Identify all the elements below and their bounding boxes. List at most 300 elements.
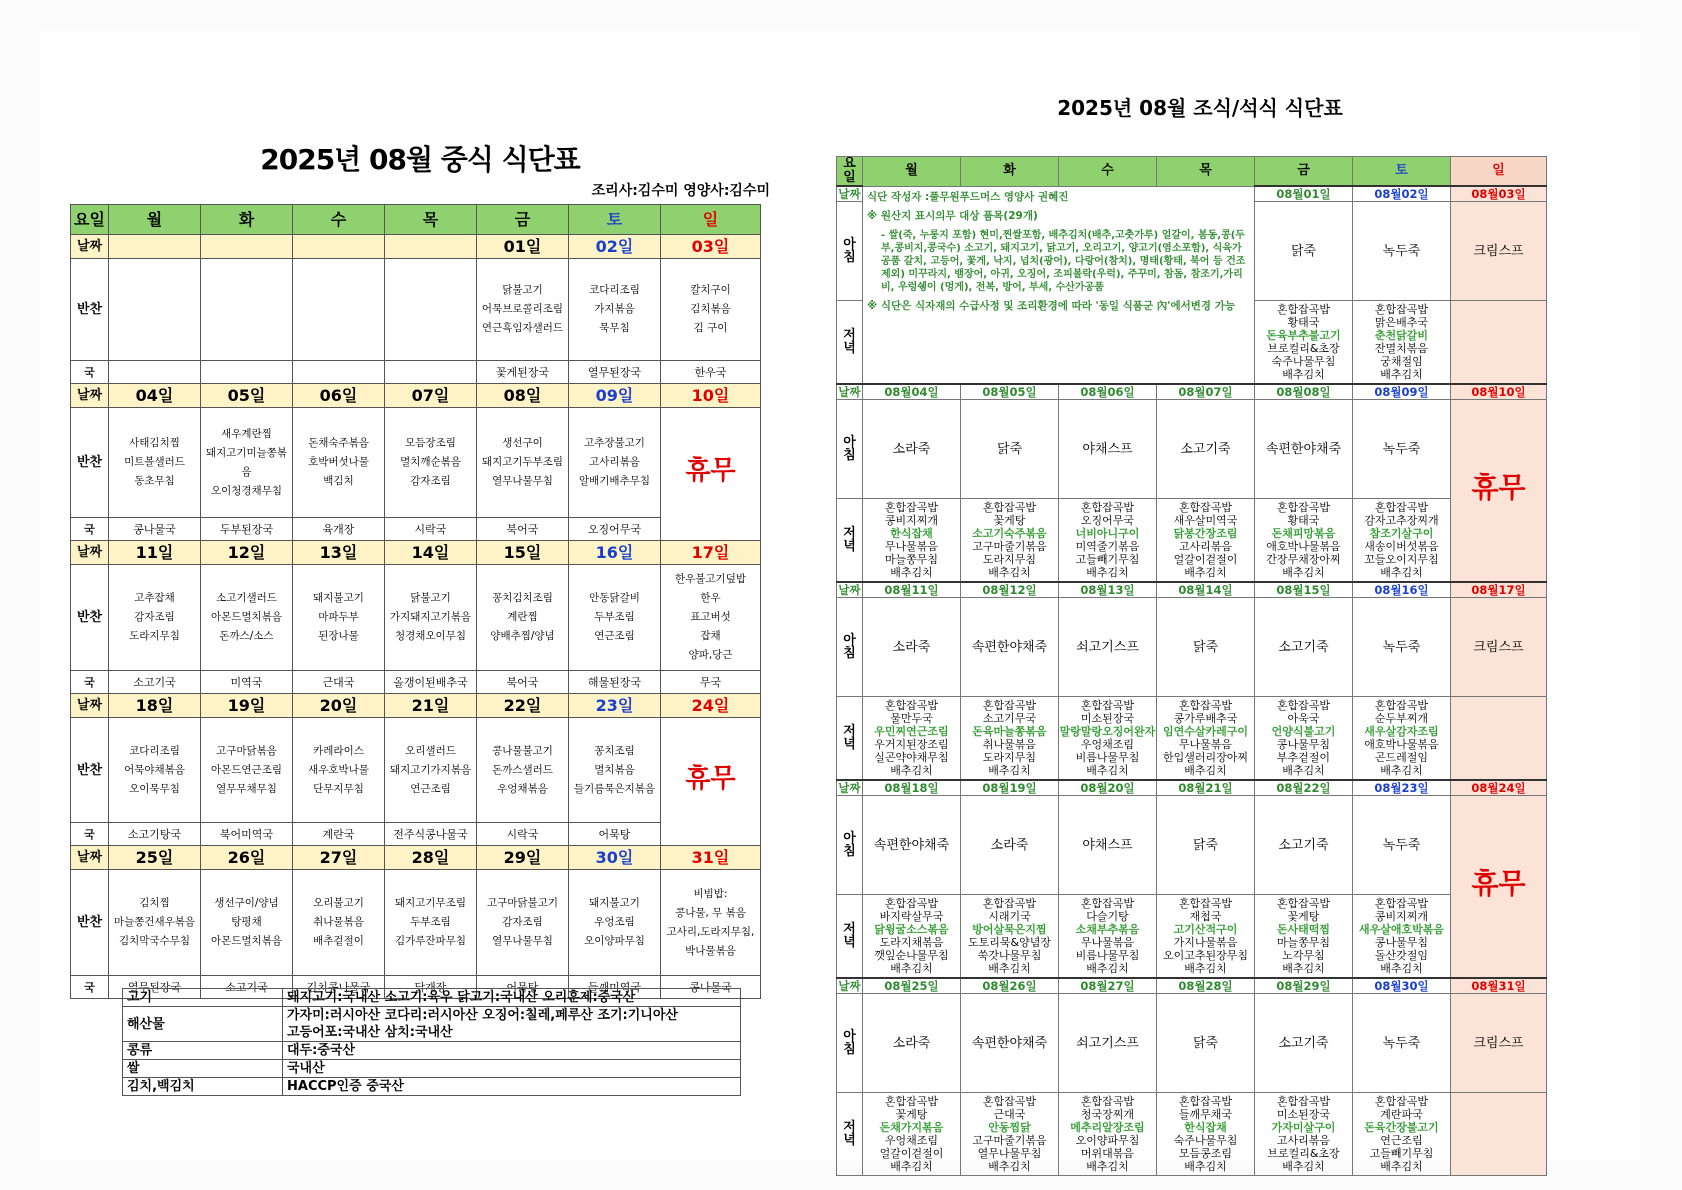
row-label-breakfast: 아침 bbox=[837, 400, 863, 499]
lunch-side-cell: 닭불고기 가지돼지고기볶음 청경채오이무침 bbox=[385, 565, 477, 671]
dinner-item: 배추김치 bbox=[1086, 1160, 1129, 1173]
row-label-side: 반찬 bbox=[71, 870, 109, 976]
dinner-main-dish: 말랑말랑오징어완자 bbox=[1059, 725, 1156, 738]
bd-dinner-row bbox=[837, 499, 1547, 583]
dinner-item: 고들빼기무침 bbox=[1075, 553, 1140, 566]
dinner-item: 계란파국 bbox=[1380, 1108, 1423, 1121]
dinner-item: 다슬기탕 bbox=[1086, 910, 1129, 923]
lunch-side-cell: 고구마닭볶음 아몬드연근조림 열무무채무침 bbox=[201, 718, 293, 823]
dinner-item: 얼갈이겉절이 bbox=[1173, 553, 1238, 566]
bd-date-cell: 08월21일 bbox=[1157, 780, 1255, 796]
dinner-item: 연근조림 bbox=[1380, 1134, 1423, 1147]
dinner-item: 콩비지찌개 bbox=[1374, 910, 1429, 923]
lunch-side-cell: 카레라이스 새우호박나물 단무지무침 bbox=[293, 718, 385, 823]
lunch-side-cell: 김치찜 마늘쫑건새우볶음 김치막국수무침 bbox=[109, 870, 201, 976]
lunch-soup-cell: 해물된장국 bbox=[569, 671, 661, 694]
row-label-dinner: 저녁 bbox=[837, 895, 863, 979]
dinner-main-dish: 춘천닭갈비 bbox=[1374, 329, 1429, 342]
dinner-item: 배추김치 bbox=[1282, 1160, 1325, 1173]
bd-dinner-cell bbox=[1255, 895, 1353, 979]
dinner-main-dish: 새우살애호박볶음 bbox=[1358, 923, 1444, 936]
dinner-main-dish: 한식잡채 bbox=[890, 527, 933, 540]
lunch-date-cell: 14일 bbox=[385, 541, 477, 565]
dinner-item: 미역줄기볶음 bbox=[1075, 540, 1140, 553]
bd-breakfast-cell: 소고기죽 bbox=[1157, 400, 1255, 499]
bd-breakfast-cell: 소라죽 bbox=[863, 994, 961, 1093]
origin-label: 고기 bbox=[123, 989, 283, 1007]
row-label-soup: 국 bbox=[71, 976, 109, 999]
row-label-date: 날짜 bbox=[71, 541, 109, 565]
lunch-soup-cell: 들깨미역국 bbox=[569, 976, 661, 999]
bd-breakfast-cell: 속편한야채죽 bbox=[863, 796, 961, 895]
dinner-item: 배추김치 bbox=[1380, 566, 1423, 579]
dinner-item: 배추김치 bbox=[1184, 764, 1227, 777]
bd-dinner-cell bbox=[1059, 1093, 1157, 1176]
lunch-header-cell: 수 bbox=[293, 205, 385, 235]
bd-breakfast-cell: 닭죽 bbox=[1157, 796, 1255, 895]
row-label-dinner: 저녁 bbox=[837, 301, 863, 385]
bd-breakfast-cell: 크림스프 bbox=[1451, 598, 1547, 697]
bd-breakfast-cell: 속편한야채죽 bbox=[1255, 400, 1353, 499]
lunch-soup-cell: 시락국 bbox=[385, 518, 477, 541]
lunch-side-cell: 돼지불고기 우엉조림 오이양파무침 bbox=[569, 870, 661, 976]
dinner-item: 감자고추장찌개 bbox=[1364, 514, 1439, 527]
lunch-side-cell bbox=[201, 259, 293, 361]
bd-date-cell: 08월05일 bbox=[961, 384, 1059, 400]
dinner-item: 꼬들오이지무침 bbox=[1364, 553, 1439, 566]
dinner-item: 혼합잡곡밥 bbox=[1374, 303, 1429, 316]
lunch-side-row bbox=[71, 718, 761, 823]
lunch-side-cell: 칼치구이 김치볶음 김 구이 bbox=[661, 259, 761, 361]
bd-dinner-cell bbox=[1157, 895, 1255, 979]
bd-date-row bbox=[837, 780, 1547, 796]
origin-value: 가자미:러시아산 코다리:러시아산 오징어:칠레,페루산 조기:기니아산 고등어포:국내산 삼치:국내산 bbox=[283, 1007, 741, 1042]
bd-breakfast-cell: 녹두죽 bbox=[1353, 400, 1451, 499]
bd-dinner-cell bbox=[1451, 697, 1547, 781]
dinner-item: 배추김치 bbox=[988, 764, 1031, 777]
bd-dinner-row bbox=[837, 1093, 1547, 1176]
dinner-item: 도라지채볶음 bbox=[879, 936, 944, 949]
lunch-staff: 조리사:김수미 영양사:김수미 bbox=[591, 183, 770, 199]
lunch-date-cell: 03일 bbox=[661, 235, 761, 259]
bd-dinner-cell bbox=[1059, 697, 1157, 781]
row-label-soup: 국 bbox=[71, 518, 109, 541]
lunch-side-row bbox=[71, 259, 761, 361]
sunday-rest-cell bbox=[1451, 400, 1547, 583]
lunch-side-cell: 고추장불고기 고사리볶음 알배기배추무침 bbox=[569, 408, 661, 518]
bd-breakfast-cell: 소고기죽 bbox=[1255, 796, 1353, 895]
dinner-item: 혼합잡곡밥 bbox=[1276, 303, 1331, 316]
lunch-side-cell: 안동닭갈비 두부조림 연근조림 bbox=[569, 565, 661, 671]
lunch-side-cell: 생선구이/양념 탕평채 아몬드멸치볶음 bbox=[201, 870, 293, 976]
lunch-date-cell: 04일 bbox=[109, 384, 201, 408]
dinner-item: 배추김치 bbox=[890, 1160, 933, 1173]
bd-header-row bbox=[837, 157, 1547, 187]
origin-value: 대두:중국산 bbox=[283, 1042, 741, 1060]
dinner-main-dish: 안동찜닭 bbox=[988, 1121, 1031, 1134]
dinner-item: 배추김치 bbox=[1282, 764, 1325, 777]
row-label-date: 날짜 bbox=[71, 694, 109, 718]
row-label-date: 날짜 bbox=[838, 187, 861, 201]
dinner-item: 브로컬리&초장 bbox=[1267, 342, 1340, 355]
dinner-main-dish: 메추리알장조림 bbox=[1070, 1121, 1145, 1134]
bd-breakfast-row bbox=[837, 994, 1547, 1093]
bd-dinner-cell bbox=[1255, 697, 1353, 781]
row-label-breakfast: 아침 bbox=[837, 796, 863, 895]
lunch-date-cell: 26일 bbox=[201, 846, 293, 870]
lunch-soup-cell: 전주식콩나물국 bbox=[385, 823, 477, 846]
dinner-main-dish: 임연수살카레구이 bbox=[1162, 725, 1248, 738]
origin-value: 돼지고기:국내산 소고기:육우 닭고기:국내산 오리훈제:중국산 bbox=[283, 989, 741, 1007]
bd-dinner-cell bbox=[1255, 499, 1353, 583]
notes-change: ※ 식단은 식자재의 수급사정 및 조리환경에 따라 '동일 식품군 內'에서변경 가능 bbox=[867, 299, 1235, 312]
dinner-item: 배추김치 bbox=[890, 566, 933, 579]
lunch-side-cell: 모듬장조림 멸치깨순볶음 감자조림 bbox=[385, 408, 477, 518]
lunch-side-cell: 콩나물불고기 돈까스샐러드 우엉채볶음 bbox=[477, 718, 569, 823]
dinner-item: 혼합잡곡밥 bbox=[1374, 897, 1429, 910]
bd-breakfast-cell: 쇠고기스프 bbox=[1059, 994, 1157, 1093]
dinner-item: 혼합잡곡밥 bbox=[884, 699, 939, 712]
bd-date-cell: 08월23일 bbox=[1353, 780, 1451, 796]
lunch-date-cell: 21일 bbox=[385, 694, 477, 718]
dinner-item: 배추김치 bbox=[988, 962, 1031, 975]
bd-date-row bbox=[837, 582, 1547, 598]
dinner-item: 소고기무국 bbox=[982, 712, 1037, 725]
row-label-date: 날짜 bbox=[71, 384, 109, 408]
dinner-main-dish: 언양식불고기 bbox=[1271, 725, 1336, 738]
lunch-date-cell: 11일 bbox=[109, 541, 201, 565]
dinner-item: 애호박나물볶음 bbox=[1266, 540, 1341, 553]
bd-header-cell: 토 bbox=[1353, 157, 1451, 187]
lunch-side-cell bbox=[385, 259, 477, 361]
dinner-item: 청국장찌개 bbox=[1080, 1108, 1135, 1121]
bd-breakfast-cell: 소고기죽 bbox=[1255, 598, 1353, 697]
bd-dinner-cell bbox=[961, 697, 1059, 781]
lunch-date-cell: 13일 bbox=[293, 541, 385, 565]
rest-label: 휴무 bbox=[1471, 867, 1526, 900]
dinner-main-dish: 돈육부추불고기 bbox=[1266, 329, 1341, 342]
dinner-item: 배추김치 bbox=[1380, 368, 1423, 381]
lunch-side-cell: 닭불고기 어묵브로콜리조림 연근흑임자샐러드 bbox=[477, 259, 569, 361]
bd-breakfast-cell: 녹두죽 bbox=[1353, 202, 1451, 301]
dinner-item: 혼합잡곡밥 bbox=[884, 501, 939, 514]
lunch-date-cell: 20일 bbox=[293, 694, 385, 718]
dinner-item: 혼합잡곡밥 bbox=[982, 1095, 1037, 1108]
bd-dinner-cell bbox=[863, 895, 961, 979]
lunch-date-cell: 08일 bbox=[477, 384, 569, 408]
dinner-item: 콩나물무침 bbox=[1374, 936, 1429, 949]
dinner-main-dish: 방어살묵은지찜 bbox=[972, 923, 1047, 936]
bd-breakfast-cell: 야채스프 bbox=[1059, 796, 1157, 895]
dinner-item: 간장무채장아찌 bbox=[1266, 553, 1341, 566]
dinner-item: 오이양파무침 bbox=[1075, 1134, 1140, 1147]
bd-dinner-cell bbox=[1353, 697, 1451, 781]
lunch-date-cell: 30일 bbox=[569, 846, 661, 870]
bd-date-cell: 08월24일 bbox=[1451, 780, 1547, 796]
lunch-soup-cell: 소고기탕국 bbox=[109, 823, 201, 846]
lunch-date-cell: 29일 bbox=[477, 846, 569, 870]
lunch-date-row bbox=[71, 541, 761, 565]
dinner-item: 배추김치 bbox=[1086, 764, 1129, 777]
dinner-item: 노각무침 bbox=[1282, 949, 1325, 962]
bd-breakfast-cell: 야채스프 bbox=[1059, 400, 1157, 499]
dinner-main-dish: 한식잡채 bbox=[1184, 1121, 1227, 1134]
bd-date-row bbox=[837, 978, 1547, 994]
bd-breakfast-cell: 닭죽 bbox=[1255, 202, 1353, 301]
dinner-item: 배추김치 bbox=[1380, 1160, 1423, 1173]
dinner-item: 혼합잡곡밥 bbox=[982, 501, 1037, 514]
row-label-date: 날짜 bbox=[71, 846, 109, 870]
bd-dinner-cell bbox=[1157, 697, 1255, 781]
lunch-side-cell: 돈채숙주볶음 호박버섯나물 백김치 bbox=[293, 408, 385, 518]
dinner-main-dish: 닭봉간장조림 bbox=[1173, 527, 1238, 540]
lunch-side-cell: 코다리조림 어묵야채볶음 오이묵무침 bbox=[109, 718, 201, 823]
lunch-date-row bbox=[71, 694, 761, 718]
bd-breakfast-row bbox=[837, 598, 1547, 697]
dinner-item: 콩가루배추국 bbox=[1173, 712, 1238, 725]
lunch-soup-cell bbox=[385, 361, 477, 384]
dinner-main-dish: 돈채피망볶음 bbox=[1271, 527, 1336, 540]
dinner-item: 가지나물볶음 bbox=[1173, 936, 1238, 949]
row-label-side: 반찬 bbox=[71, 565, 109, 671]
dinner-item: 콩비지찌개 bbox=[884, 514, 939, 527]
lunch-soup-cell: 올갱이된배추국 bbox=[385, 671, 477, 694]
origin-row bbox=[123, 1007, 741, 1042]
lunch-soup-cell: 소고기국 bbox=[201, 976, 293, 999]
bd-date-cell: 08월09일 bbox=[1353, 384, 1451, 400]
dinner-item: 혼합잡곡밥 bbox=[982, 897, 1037, 910]
dinner-item: 혼합잡곡밥 bbox=[1374, 501, 1429, 514]
bd-date-cell: 08월08일 bbox=[1255, 384, 1353, 400]
lunch-soup-cell: 어묵탕 bbox=[569, 823, 661, 846]
dinner-item: 혼합잡곡밥 bbox=[1276, 897, 1331, 910]
dinner-item: 머위대볶음 bbox=[1080, 1147, 1135, 1160]
lunch-soup-cell: 콩나물국 bbox=[661, 976, 761, 999]
lunch-date-cell: 25일 bbox=[109, 846, 201, 870]
dinner-main-dish: 돈육간장불고기 bbox=[1364, 1121, 1439, 1134]
dinner-item: 바지락살무국 bbox=[879, 910, 944, 923]
notes-author: 식단 작성자 :풀무원푸드머스 영양사 권혜진 bbox=[867, 190, 1069, 203]
dinner-main-dish: 소고기숙주볶음 bbox=[972, 527, 1047, 540]
dinner-item: 배추김치 bbox=[988, 566, 1031, 579]
dinner-main-dish: 참조기살구이 bbox=[1369, 527, 1434, 540]
lunch-side-cell: 한우불고기덮밥 한우 표고버섯 잡채 양파,당근 bbox=[661, 565, 761, 671]
bd-dinner-cell bbox=[1157, 499, 1255, 583]
dinner-item: 배추김치 bbox=[1184, 1160, 1227, 1173]
sunday-rest-cell bbox=[661, 718, 761, 846]
dinner-item: 숙주나물무침 bbox=[1173, 1134, 1238, 1147]
bd-date-cell: 08월27일 bbox=[1059, 978, 1157, 994]
dinner-main-dish: 가자미살구이 bbox=[1271, 1121, 1336, 1134]
lunch-soup-cell: 무국 bbox=[661, 671, 761, 694]
bd-dinner-cell bbox=[1255, 301, 1353, 385]
dinner-item: 혼합잡곡밥 bbox=[1080, 501, 1135, 514]
lunch-date-cell: 22일 bbox=[477, 694, 569, 718]
row-label-breakfast: 아침 bbox=[837, 598, 863, 697]
lunch-header-cell: 요일 bbox=[71, 205, 109, 235]
bd-breakfast-cell: 닭죽 bbox=[961, 400, 1059, 499]
dinner-item: 혼합잡곡밥 bbox=[1080, 1095, 1135, 1108]
bd-dinner-cell bbox=[1353, 1093, 1451, 1176]
bd-dinner-cell bbox=[1157, 1093, 1255, 1176]
row-label-soup: 국 bbox=[71, 361, 109, 384]
dinner-item: 잔멸치볶음 bbox=[1374, 342, 1429, 355]
bd-breakfast-cell: 녹두죽 bbox=[1353, 598, 1451, 697]
lunch-side-cell: 사태김치찜 미트볼샐러드 동초무침 bbox=[109, 408, 201, 518]
dinner-item: 혼합잡곡밥 bbox=[1080, 699, 1135, 712]
lunch-side-row bbox=[71, 870, 761, 976]
bd-header-cell: 월 bbox=[863, 157, 961, 187]
bd-date-cell: 08월03일 bbox=[1451, 186, 1547, 202]
dinner-item: 마늘쫑무침 bbox=[884, 553, 939, 566]
dinner-item: 혼합잡곡밥 bbox=[1276, 501, 1331, 514]
dinner-item: 들깨무채국 bbox=[1178, 1108, 1233, 1121]
lunch-soup-cell: 어묵탕 bbox=[477, 976, 569, 999]
dinner-item: 배추김치 bbox=[1086, 566, 1129, 579]
dinner-item: 비름나물무침 bbox=[1075, 751, 1140, 764]
dinner-item: 혼합잡곡밥 bbox=[1178, 699, 1233, 712]
dinner-item: 궁채절임 bbox=[1380, 355, 1423, 368]
origin-row bbox=[123, 1060, 741, 1078]
lunch-side-cell: 새우계란찜 돼지고기미늘쫑볶음 오이청경채무침 bbox=[201, 408, 293, 518]
bd-date-cell: 08월30일 bbox=[1353, 978, 1451, 994]
dinner-item: 곤드레절임 bbox=[1374, 751, 1429, 764]
dinner-item: 애호박나물볶음 bbox=[1364, 738, 1439, 751]
bd-breakfast-cell: 크림스프 bbox=[1451, 994, 1547, 1093]
bd-dinner-cell bbox=[961, 499, 1059, 583]
lunch-soup-cell bbox=[201, 361, 293, 384]
bd-date-cell: 08월12일 bbox=[961, 582, 1059, 598]
bd-breakfast-cell: 크림스프 bbox=[1451, 202, 1547, 301]
lunch-date-cell: 05일 bbox=[201, 384, 293, 408]
lunch-date-cell: 09일 bbox=[569, 384, 661, 408]
dinner-item: 무나물볶음 bbox=[1178, 738, 1233, 751]
dinner-item: 황태국 bbox=[1287, 316, 1320, 329]
lunch-date-cell: 17일 bbox=[661, 541, 761, 565]
bd-header-cell: 목 bbox=[1157, 157, 1255, 187]
bd-date-cell: 08월17일 bbox=[1451, 582, 1547, 598]
dinner-item: 고사리볶음 bbox=[1276, 1134, 1331, 1147]
dinner-item: 쑥갓나물무침 bbox=[977, 949, 1042, 962]
lunch-side-cell bbox=[293, 259, 385, 361]
origin-value: HACCP인증 중국산 bbox=[283, 1078, 741, 1096]
bd-date-cell: 08월28일 bbox=[1157, 978, 1255, 994]
lunch-date-cell: 02일 bbox=[569, 235, 661, 259]
bd-breakfast-cell: 소라죽 bbox=[863, 400, 961, 499]
dinner-item: 우거지된장조림 bbox=[874, 738, 949, 751]
sunday-rest-cell bbox=[661, 408, 761, 541]
row-label-date: 날짜 bbox=[838, 385, 861, 399]
lunch-side-cell: 오리불고기 취나물볶음 배추겉절이 bbox=[293, 870, 385, 976]
lunch-soup-cell bbox=[293, 361, 385, 384]
dinner-main-dish: 고기산적구이 bbox=[1173, 923, 1238, 936]
dinner-item: 무나물볶음 bbox=[884, 540, 939, 553]
dinner-item: 열무나물무침 bbox=[977, 1147, 1042, 1160]
bd-date-cell: 08월14일 bbox=[1157, 582, 1255, 598]
lunch-date-cell: 07일 bbox=[385, 384, 477, 408]
notes-box bbox=[863, 186, 1255, 384]
lunch-header-cell: 월 bbox=[109, 205, 201, 235]
dinner-item: 배추김치 bbox=[890, 962, 933, 975]
bd-date-cell: 08월01일 bbox=[1255, 186, 1353, 202]
bd-breakfast-row bbox=[837, 400, 1547, 499]
lunch-date-cell: 12일 bbox=[201, 541, 293, 565]
dinner-item: 고구마줄기볶음 bbox=[972, 540, 1047, 553]
lunch-side-cell: 고구마닭불고기 감자조림 열무나물무침 bbox=[477, 870, 569, 976]
lunch-date-cell: 19일 bbox=[201, 694, 293, 718]
bd-dinner-cell bbox=[1059, 499, 1157, 583]
lunch-date-cell bbox=[385, 235, 477, 259]
lunch-date-cell: 01일 bbox=[477, 235, 569, 259]
dinner-item: 혼합잡곡밥 bbox=[1080, 897, 1135, 910]
row-label-breakfast: 아침 bbox=[837, 202, 863, 301]
bd-header-cell: 수 bbox=[1059, 157, 1157, 187]
bd-date-cell: 08월02일 bbox=[1353, 186, 1451, 202]
origin-label: 김치,백김치 bbox=[123, 1078, 283, 1096]
dinner-item: 꽃게탕 bbox=[993, 514, 1026, 527]
dinner-item: 혼합잡곡밥 bbox=[884, 1095, 939, 1108]
dinner-item: 물만두국 bbox=[890, 712, 933, 725]
dinner-item: 배추김치 bbox=[890, 764, 933, 777]
row-label-dinner: 저녁 bbox=[837, 499, 863, 583]
dinner-item: 새우살미역국 bbox=[1173, 514, 1238, 527]
bd-header-cell: 화 bbox=[961, 157, 1059, 187]
lunch-side-cell: 비빔밥: 콩나물, 무 볶음 고사리,도라지무침, 박나물볶음 bbox=[661, 870, 761, 976]
bd-date-cell: 08월19일 bbox=[961, 780, 1059, 796]
bd-breakfast-cell: 녹두죽 bbox=[1353, 796, 1451, 895]
origin-row bbox=[123, 1078, 741, 1096]
bd-date-cell: 08월29일 bbox=[1255, 978, 1353, 994]
dinner-item: 맑은배추국 bbox=[1374, 316, 1429, 329]
dinner-main-dish: 돈사태떡찜 bbox=[1276, 923, 1331, 936]
dinner-item: 브로컬리&초장 bbox=[1267, 1147, 1340, 1160]
lunch-soup-cell: 김치콩나물국 bbox=[293, 976, 385, 999]
bd-breakfast-cell: 소라죽 bbox=[863, 598, 961, 697]
row-label-date: 날짜 bbox=[838, 781, 861, 795]
dinner-item: 혼합잡곡밥 bbox=[1374, 1095, 1429, 1108]
bd-dinner-cell bbox=[863, 697, 961, 781]
lunch-soup-row bbox=[71, 518, 761, 541]
lunch-side-cell: 고추잡채 감자조림 도라지무침 bbox=[109, 565, 201, 671]
bd-dinner-cell bbox=[961, 895, 1059, 979]
lunch-side-cell: 돼지불고기 마파두부 된장나물 bbox=[293, 565, 385, 671]
lunch-date-cell: 16일 bbox=[569, 541, 661, 565]
lunch-soup-cell: 미역국 bbox=[201, 671, 293, 694]
row-label-dinner: 저녁 bbox=[837, 697, 863, 781]
dinner-item: 배추김치 bbox=[1282, 566, 1325, 579]
bd-date-cell: 08월22일 bbox=[1255, 780, 1353, 796]
lunch-side-cell bbox=[109, 259, 201, 361]
dinner-item: 미소된장국 bbox=[1276, 1108, 1331, 1121]
lunch-date-row bbox=[71, 384, 761, 408]
row-label-date: 날짜 bbox=[838, 583, 861, 597]
dinner-main-dish: 닭윙굴소스볶음 bbox=[874, 923, 949, 936]
row-label-side: 반찬 bbox=[71, 718, 109, 823]
dinner-main-dish: 우민찌연근조림 bbox=[874, 725, 949, 738]
lunch-date-cell: 18일 bbox=[109, 694, 201, 718]
lunch-soup-cell: 북어국 bbox=[477, 671, 569, 694]
lunch-date-row bbox=[71, 235, 761, 259]
lunch-soup-cell: 계란국 bbox=[293, 823, 385, 846]
dinner-main-dish: 소채부추볶음 bbox=[1075, 923, 1140, 936]
dinner-item: 새송이버섯볶음 bbox=[1364, 540, 1439, 553]
lunch-soup-cell bbox=[109, 361, 201, 384]
origin-row bbox=[123, 989, 741, 1007]
dinner-main-dish: 너비아니구이 bbox=[1075, 527, 1140, 540]
bd-dinner-cell bbox=[863, 1093, 961, 1176]
row-label-dinner: 저녁 bbox=[837, 1093, 863, 1176]
lunch-header-cell: 금 bbox=[477, 205, 569, 235]
